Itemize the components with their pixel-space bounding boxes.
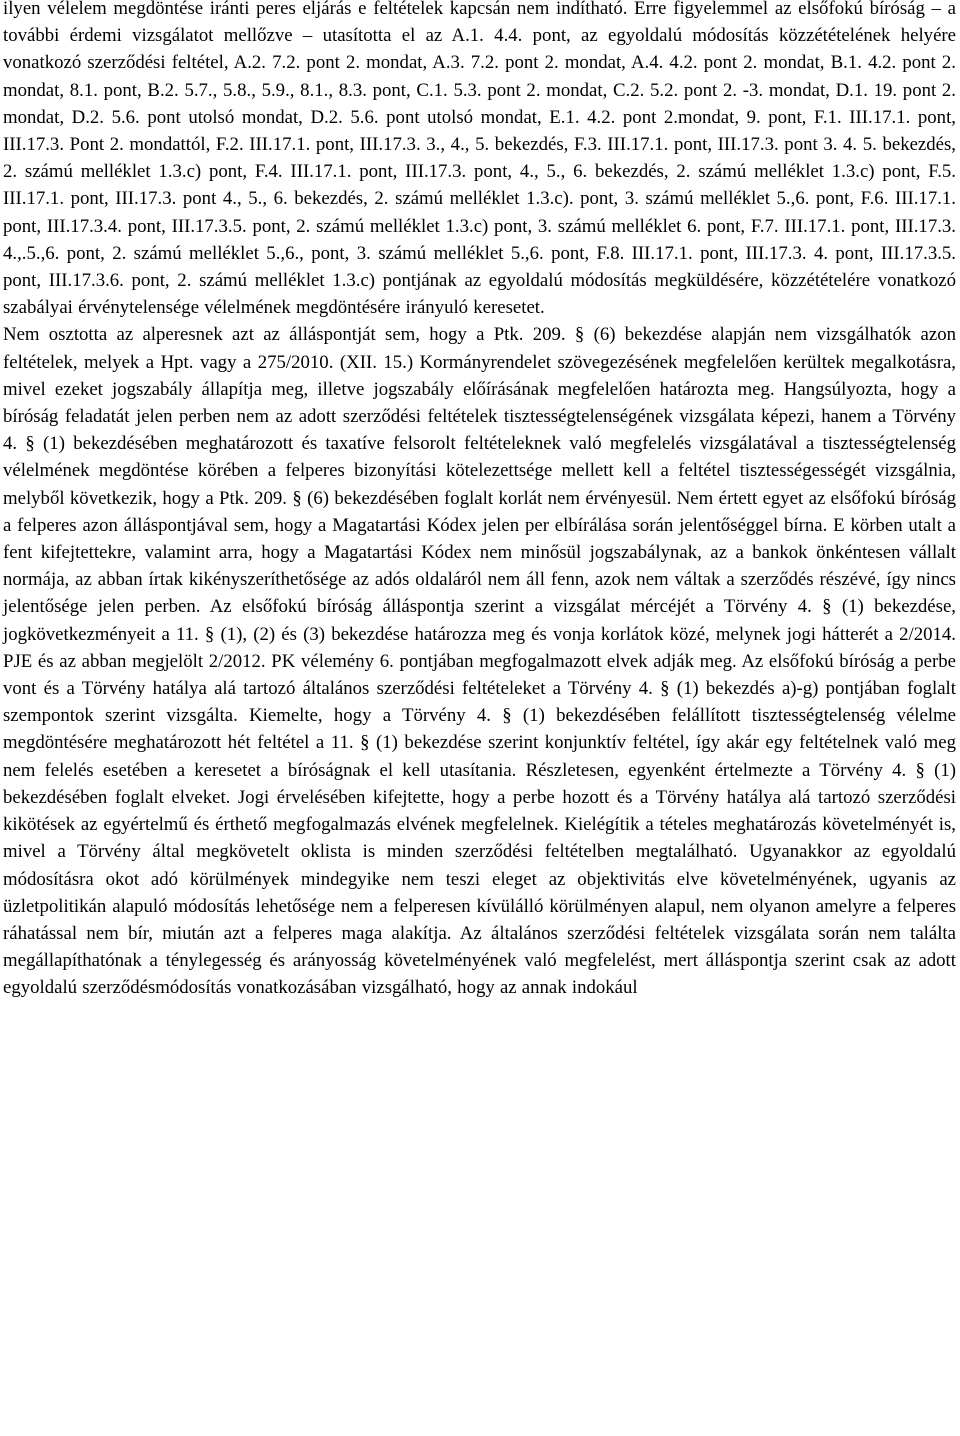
- paragraph-court-reasoning: Nem osztotta az alperesnek azt az álláspontját sem, hogy a Ptk. 209. § (6) bekezdése alapján nem vizsgálhatók azon feltételek, melyek a Hpt. vagy a 275/2010. (XII. 15.) Kormányrendelet szövegezésének megfelelően kerültek megalkotásra, mivel ezeket jogszabály állapítja meg, illetve jogszabály előírásának megfelelően határozta meg. Hangsúlyozta, hogy a bíróság feladatát jelen perben nem az adott szerződési feltételek tisztességtelenségének vizsgálata képezi, hanem a Törvény 4. § (1) bekezdésében meghatározott és taxatíve felsorolt feltételeknek való megfelelés vizsgálatával a tisztességtelenség vélelmének megdöntése körében a felperes bizonyítási kötelezettsége mellett kell a feltétel tisztességességét vizsgálnia, melyből következik, hogy a Ptk. 209. § (6) bekezdésében foglalt korlát nem érvényesül. Nem értett egyet az elsőfokú bíróság a felperes azon álláspontjával sem, hogy a Magatartási Kódex jelen per elbírálása során jelentőséggel bírna. E körben utalt a fent kifejtettekre, valamint arra, hogy a Magatartási Kódex nem minősül jogszabálynak, az a bankok önkéntesen vállalt normája, az abban írtak kikényszeríthetősége az adós oldaláról nem áll fenn, azok nem váltak a szerződés részévé, így nincs jelentősége jelen perben. Az elsőfokú bíróság álláspontja szerint a vizsgálat mércéjét a Törvény 4. § (1) bekezdése, jogkövetkezményeit a 11. § (1), (2) és (3) bekezdése határozza meg és vonja korlátok közé, melynek jogi hátterét a 2/2014. PJE és az abban megjelölt 2/2012. PK vélemény 6. pontjában megfogalmazott elvek adják meg. Az elsőfokú bíróság a perbe vont és a Törvény hatálya alá tartozó általános szerződési feltételeket a Törvény 4. § (1) bekezdés a)-g) pontjában foglalt szempontok szerint vizsgálta. Kiemelte, hogy a Törvény 4. § (1) bekezdésében felállított tisztességtelenség vélelme megdöntésére meghatározott hét feltétel a 11. § (1) bekezdése szerint konjunktív feltétel, így akár egy feltételnek való meg nem felelés esetében a keresetet a bíróságnak el kell utasítania. Részletesen, egyenként értelmezte a Törvény 4. § (1) bekezdésében foglalt elveket. Jogi érvelésében kifejtette, hogy a perbe hozott és a Törvény hatálya alá tartozó szerződési kikötések az egyértelmű és érthető megfogalmazás elvének megfelelnek. Kielégítik a tételes meghatározás követelményét is, mivel a Törvény által megkövetelt oklista is minden szerződési feltételben megtalálható. Ugyanakkor az egyoldalú módosításra okot adó körülmények mindegyike nem teszi eleget az objektivitás elve követelményének, ugyanis az üzletpolitikán alapuló módosítás lehetősége nem a felperesen kívülálló körülményen alapul, nem olyanon amelyre a felperes ráhatással nem bír, miután azt a felperes maga alakítja. Az általános szerződési feltételek vizsgálata során nem találta megállapíthatónak a ténylegesség és arányosság követelményének való megfelelést, mert álláspontja szerint csak az adott egyoldalú szerződésmódosítás vonatkozásában vizsgálható, hogy az annak indokául: [3, 324, 956, 999]
- document-page: [3, 0, 956, 1002]
- paragraph-claim-dismissal: ilyen vélelem megdöntése iránti peres eljárás e feltételek kapcsán nem indítható. Erre figyelemmel az elsőfokú bíróság – a további érdemi vizsgálatot mellőzve – utasította el az A.1. 4.4. pont, az egyoldalú módosítás közzétételének helyére vonatkozó szerződési feltétel, A.2. 7.2. pont 2. mondat, A.3. 7.2. pont 2. mondat, A.4. 4.2. pont 2. mondat, B.1. 4.2. pont 2. mondat, 8.1. pont, B.2. 5.7., 5.8., 5.9., 8.1., 8.3. pont, C.1. 5.3. pont 2. mondat, C.2. 5.2. pont 2. -3. mondat, D.1. 19. pont 2. mondat, D.2. 5.6. pont utolsó mondat, D.2. 5.6. pont utolsó mondat, E.1. 4.2. pont 2.mondat, 9. pont, F.1. III.17.1. pont, III.17.3. Pont 2. mondattól, F.2. III.17.1. pont, III.17.3. 3., 4., 5. bekezdés, F.3. III.17.1. pont, III.17.3. pont 3. 4. 5. bekezdés, 2. számú melléklet 1.3.c) pont, F.4. III.17.1. pont, III.17.3. pont, 4., 5., 6. bekezdés, 2. számú melléklet 1.3.c) pont, F.5. III.17.1. pont, III.17.3. pont 4., 5., 6. bekezdés, 2. számú melléklet 1.3.c). pont, 3. számú melléklet 5.,6. pont, F.6. III.17.1. pont, III.17.3.4. pont, III.17.3.5. pont, 2. számú melléklet 1.3.c) pont, 3. számú melléklet 6. pont, F.7. III.17.1. pont, III.17.3. 4.,.5.,6. pont, 2. számú melléklet 5.,6., pont, 3. számú melléklet 5.,6. pont, F.8. III.17.1. pont, III.17.3. 4. pont, III.17.3.5. pont, III.17.3.6. pont, 2. számú melléklet 1.3.c) pontjának az egyoldalú módosítás megküldésére, közzétételére vonatkozó szabályai érvénytelensége vélelmének megdöntésére irányuló keresetet.: [3, 0, 956, 319]
